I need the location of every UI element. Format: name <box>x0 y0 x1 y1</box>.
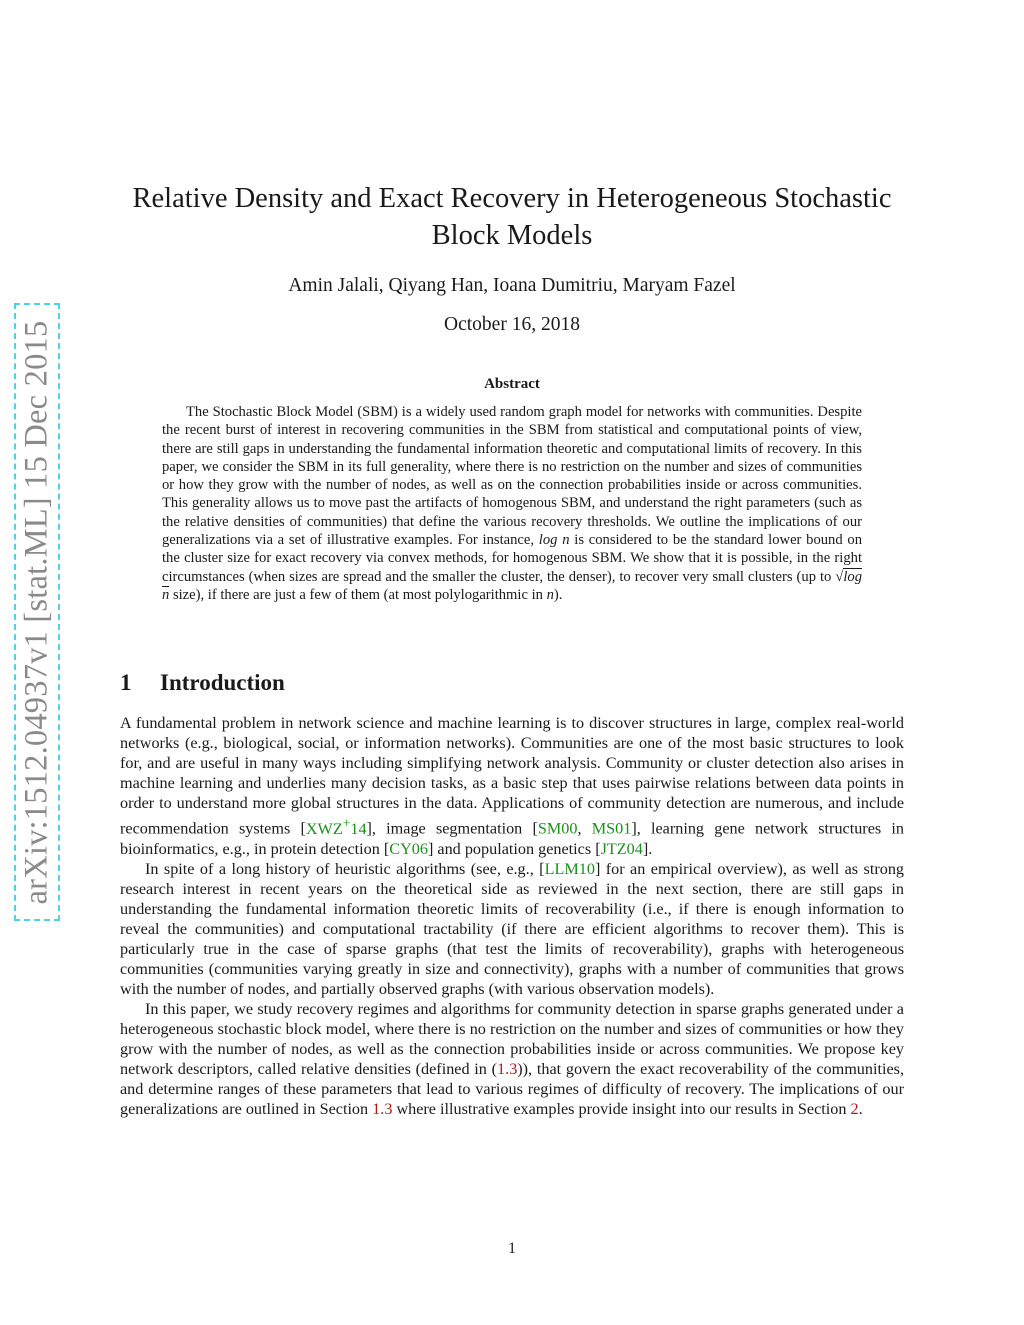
math-n: n <box>546 586 554 603</box>
intro-paragraph-1 <box>120 713 904 859</box>
page-number: 1 <box>508 1240 516 1257</box>
paragraph-text: ], image segmentation [ <box>366 819 538 838</box>
abstract-text: size), if there are just a few of them (at most polylogarithmic in <box>169 586 547 603</box>
citation-superscript: + <box>342 815 351 831</box>
math-log-n: log n <box>538 532 570 549</box>
paragraph-text: , <box>577 819 592 838</box>
citation-ms01[interactable]: MS01 <box>591 819 632 838</box>
paragraph-text: . <box>858 1100 863 1119</box>
introduction-body <box>120 713 904 1119</box>
paragraph-text: ] for an empirical overview), as well as strong research interest in recent years on the theoretical side as reviewed in the next section, there are still gaps in understanding the fundamental information theoretic limits of recoverability (i.e., if there is enough information to reveal the communities) and computational tractability (if there are efficient algorithms to recover them). This is particularly true in the case of sparse graphs (that test the limits of recoverability), graphs with heterogeneous communities (communities varying greatly in size and connectivity), graphs with a number of communities that grows with the number of nodes, and partially observed graphs (with various observation models). <box>120 859 905 998</box>
citation-text: 14 <box>350 819 367 838</box>
paragraph-text: ] and population genetics [ <box>427 839 601 858</box>
paragraph-text: In spite of a long history of heuristic algorithms (see, e.g., [ <box>145 859 545 878</box>
paragraph-text: In this paper, we study recovery regimes and algorithms for community detection in sparse graphs generated under a heterogeneous stochastic block model, where there is no restriction on the number and sizes of communities or how they grow with the number of nodes, as well as the connection probabilities inside or across communities. We propose key network descriptors, called relative densities (defined in ( <box>120 1000 904 1079</box>
section-reference-1-3[interactable]: 1.3 <box>372 1100 393 1119</box>
author-list: Amin Jalali, Qiyang Han, Ioana Dumitriu, Maryam Fazel <box>288 275 736 296</box>
abstract-text: The Stochastic Block Model (SBM) is a widely used random graph model for networks with communities. Despite the recent burst of interest in recovering communities in the SBM from statistical and computational points of view, there are still gaps in understanding the fundamental information theoretic and computational limits of recovery. In this paper, we consider the SBM in its full generality, where there is no restriction on the number and sizes of communities or how they grow with the number of nodes, as well as on the connection probabilities inside or across communities. This generality allows us to move past the artifacts of homogenous SBM, and understand the right parameters (such as the relative densities of communities) that define the various recovery thresholds. We outline the implications of our generalizations via a set of illustrative examples. For instance, <box>162 404 862 549</box>
citation-sm00[interactable]: SM00 <box>537 819 578 838</box>
equation-reference-1-3[interactable]: 1.3 <box>497 1060 518 1079</box>
citation-jtz04[interactable]: JTZ04 <box>600 839 643 858</box>
abstract-heading: Abstract <box>484 376 540 392</box>
intro-paragraph-3 <box>120 999 904 1119</box>
citation-llm10[interactable]: LLM10 <box>544 859 595 878</box>
abstract-text: ). <box>553 586 563 603</box>
paragraph-text: ], learning gene network structures in bioinformatics, e.g., in protein detection [ <box>120 819 904 858</box>
math-sqrt-symbol: √ <box>835 568 844 585</box>
paragraph-text: ]. <box>642 839 653 858</box>
paragraph-text: where illustrative examples provide insight into our results in Section <box>392 1100 851 1119</box>
citation-cy06[interactable]: CY06 <box>389 839 428 858</box>
section-reference-2[interactable]: 2 <box>850 1100 859 1119</box>
arxiv-identifier: arXiv:1512.04937v1 [stat.ML] 15 Dec 2015 <box>18 320 55 904</box>
arxiv-stamp <box>14 303 60 921</box>
section-number: 1 <box>120 670 132 695</box>
math-sqrt-log-n: log n <box>162 568 862 603</box>
abstract-body <box>162 403 862 604</box>
abstract-paragraph <box>162 403 862 604</box>
paper-title: Relative Density and Exact Recovery in Heterogeneous Stochastic Block Models <box>132 183 892 251</box>
section-heading-introduction <box>120 670 904 696</box>
citation-xwz14[interactable] <box>305 815 367 838</box>
section-title: Introduction <box>160 670 285 695</box>
intro-paragraph-2 <box>120 859 904 999</box>
paragraph-text: A fundamental problem in network science and machine learning is to discover structures in large, complex real-world networks (e.g., biological, social, or information networks). Communities are one of the most basic structures to look for, and are useful in many ways including simplifying network analysis. Community or cluster detection also arises in machine learning and underlies many decision tasks, as a basic step that uses pairwise relations between data points in order to understand more global structures in the data. Applications of community detection are numerous, and include recommendation systems [ <box>120 714 904 838</box>
abstract-text: is considered to be the standard lower bound on the cluster size for exact recovery via convex methods, for homogenous SBM. We show that it is possible, in the right circumstances (when sizes are spread and the smaller the cluster, the denser), to recover very small clusters (up to <box>162 532 863 585</box>
citation-text: XWZ <box>305 819 343 838</box>
paper-date: October 16, 2018 <box>444 314 580 335</box>
paragraph-text: )), that govern the exact recoverability of the communities, and determine ranges of these parameters that lead to various regimes of difficulty of recovery. The implications of our generalizations are outlined in Section <box>120 1060 904 1119</box>
